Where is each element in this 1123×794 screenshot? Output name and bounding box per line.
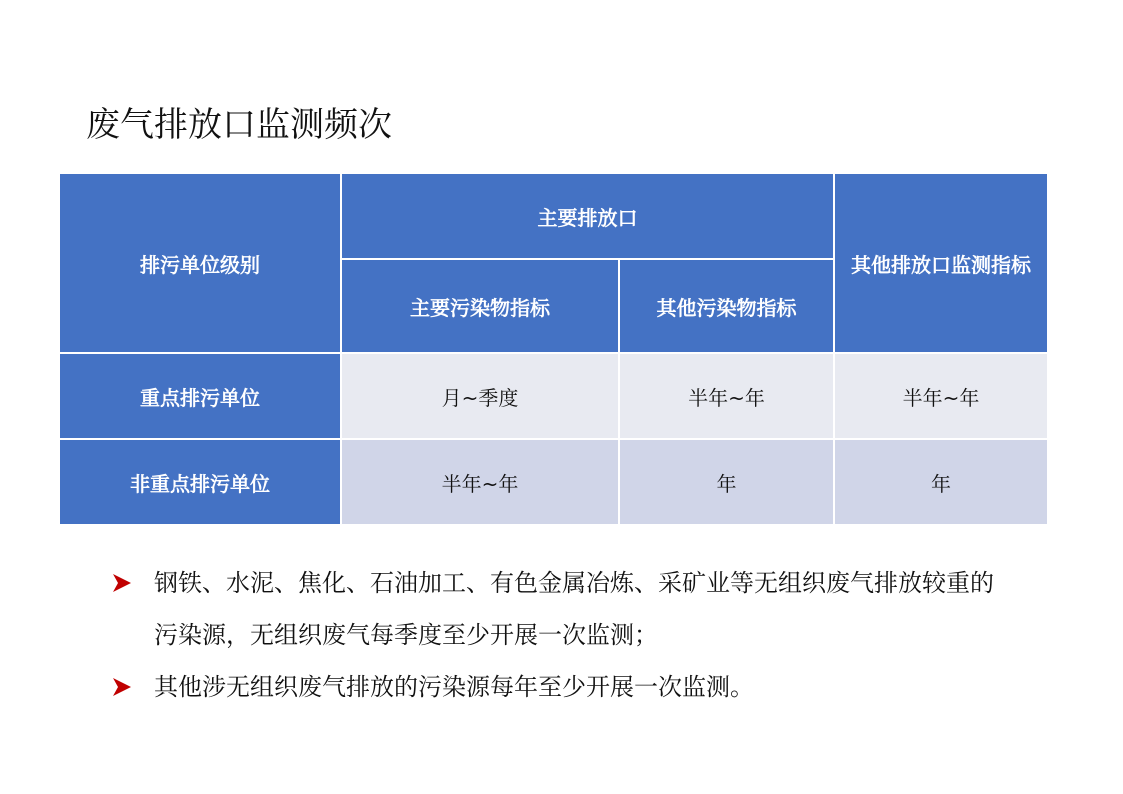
header-other-pollutants: 其他污染物指标 — [619, 259, 834, 353]
note-text: 钢铁、水泥、焦化、石油加工、有色金属冶炼、采矿业等无组织废气排放较重的污染源，无组织废气每季度至少开展一次监测； — [154, 569, 994, 649]
cell-other-outlet: 半年~年 — [834, 353, 1048, 439]
cell-other-pollutants: 半年~年 — [619, 353, 834, 439]
arrow-bullet-icon — [110, 661, 140, 713]
arrow-bullet-icon — [110, 557, 140, 609]
header-main-outlet: 主要排放口 — [341, 173, 834, 259]
header-level: 排污单位级别 — [59, 173, 341, 353]
row-label: 非重点排污单位 — [59, 439, 341, 525]
list-item — [110, 661, 1010, 713]
monitoring-frequency-table — [58, 172, 1049, 526]
cell-main-pollutants: 半年~年 — [341, 439, 619, 525]
cell-other-outlet: 年 — [834, 439, 1048, 525]
table-row — [59, 353, 1048, 439]
list-item — [110, 557, 1010, 661]
table-header-row — [59, 173, 1048, 259]
header-main-pollutants: 主要污染物指标 — [341, 259, 619, 353]
row-label: 重点排污单位 — [59, 353, 341, 439]
cell-other-pollutants: 年 — [619, 439, 834, 525]
header-other-outlet: 其他排放口监测指标 — [834, 173, 1048, 353]
cell-main-pollutants: 月~季度 — [341, 353, 619, 439]
page-title: 废气排放口监测频次 — [86, 105, 392, 145]
table-row — [59, 439, 1048, 525]
note-text: 其他涉无组织废气排放的污染源每年至少开展一次监测。 — [154, 673, 754, 701]
notes-list — [110, 557, 1010, 713]
